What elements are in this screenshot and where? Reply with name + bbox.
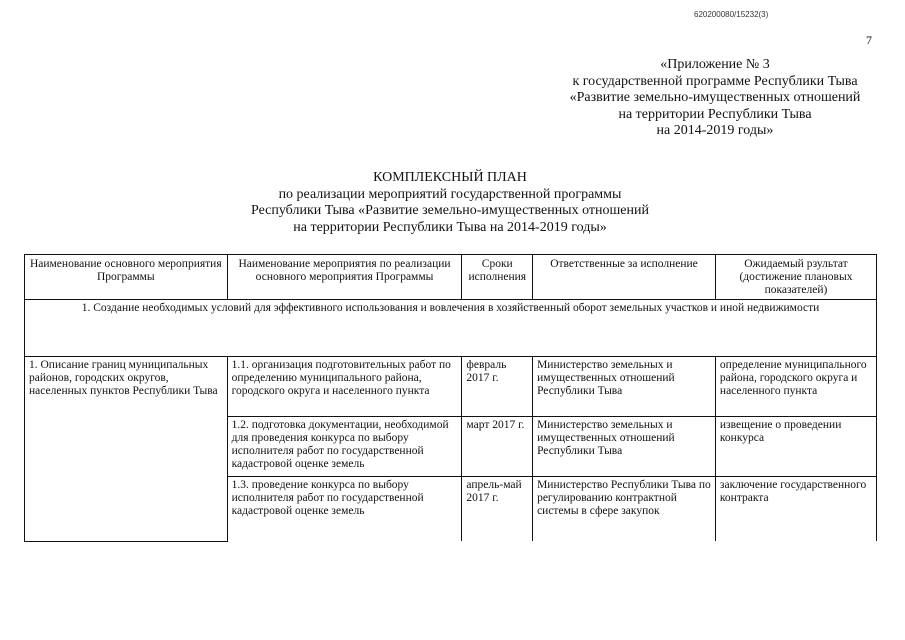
term-cell: февраль 2017 г. (462, 357, 533, 417)
result-cell: извещение о проведении конкурса (715, 417, 876, 477)
appendix-line: на территории Республики Тыва (618, 106, 812, 122)
title-line: КОМПЛЕКСНЫЙ ПЛАН (373, 170, 527, 185)
header-term: Сроки исполнения (462, 255, 533, 300)
page-number: 7 (866, 33, 872, 47)
activity-cell: 1.2. подготовка документации, необходимой для проведения конкурса по выбору исполнителя работ по государственной кадастровой оценке земель (227, 417, 462, 477)
plan-title (170, 170, 730, 236)
section-row (25, 300, 877, 357)
table-header-row (25, 255, 877, 300)
responsible-cell: Министерство земельных и имущественных отношений Республики Тыва (533, 417, 716, 477)
appendix-line: к государственной программе Республики Тыва (572, 73, 858, 89)
section-title: 1. Создание необходимых условий для эффективного использования и вовлечения в хозяйственный оборот земельных участков и иной недвижимости (25, 300, 877, 357)
plan-table (24, 254, 877, 542)
main-activity-cell: 1. Описание границ муниципальных районов, городских округов, населенных пунктов Республики Тыва (25, 357, 228, 542)
header-result: Ожидаемый рзультат (достижение плановых показателей) (715, 255, 876, 300)
table-row (25, 357, 877, 417)
term-cell: апрель-май 2017 г. (462, 477, 533, 542)
header-responsible: Ответственные за исполнение (533, 255, 716, 300)
result-cell: определение муниципального района, городского округа и населенного пункта (715, 357, 876, 417)
title-line: по реализации мероприятий государственной программы (278, 186, 622, 202)
activity-cell: 1.1. организация подготовительных работ по определению муниципального района, городского округа и населенного пункта (227, 357, 462, 417)
title-line: Республики Тыва «Развитие земельно-имущественных отношений (251, 203, 649, 218)
responsible-cell: Министерство земельных и имущественных отношений Республики Тыва (533, 357, 716, 417)
header-activity: Наименование мероприятия по реализации основного мероприятия Программы (227, 255, 462, 300)
term-cell: март 2017 г. (462, 417, 533, 477)
activity-cell: 1.3. проведение конкурса по выбору исполнителя работ по государственной кадастровой оценке земель (227, 477, 462, 542)
appendix-header (540, 57, 890, 140)
appendix-line: «Приложение № 3 (660, 57, 770, 72)
header-main-activity: Наименование основного мероприятия Программы (25, 255, 228, 300)
result-cell: заключение государственного контракта (715, 477, 876, 542)
appendix-line: на 2014-2019 годы» (656, 123, 774, 138)
appendix-line: «Развитие земельно-имущественных отношений (569, 90, 861, 105)
document-code: 620200080/15232(3) (694, 10, 769, 19)
responsible-cell: Министерство Республики Тыва по регулированию контрактной системы в сфере закупок (533, 477, 716, 542)
title-line: на территории Республики Тыва на 2014-2019 годы» (293, 219, 607, 235)
